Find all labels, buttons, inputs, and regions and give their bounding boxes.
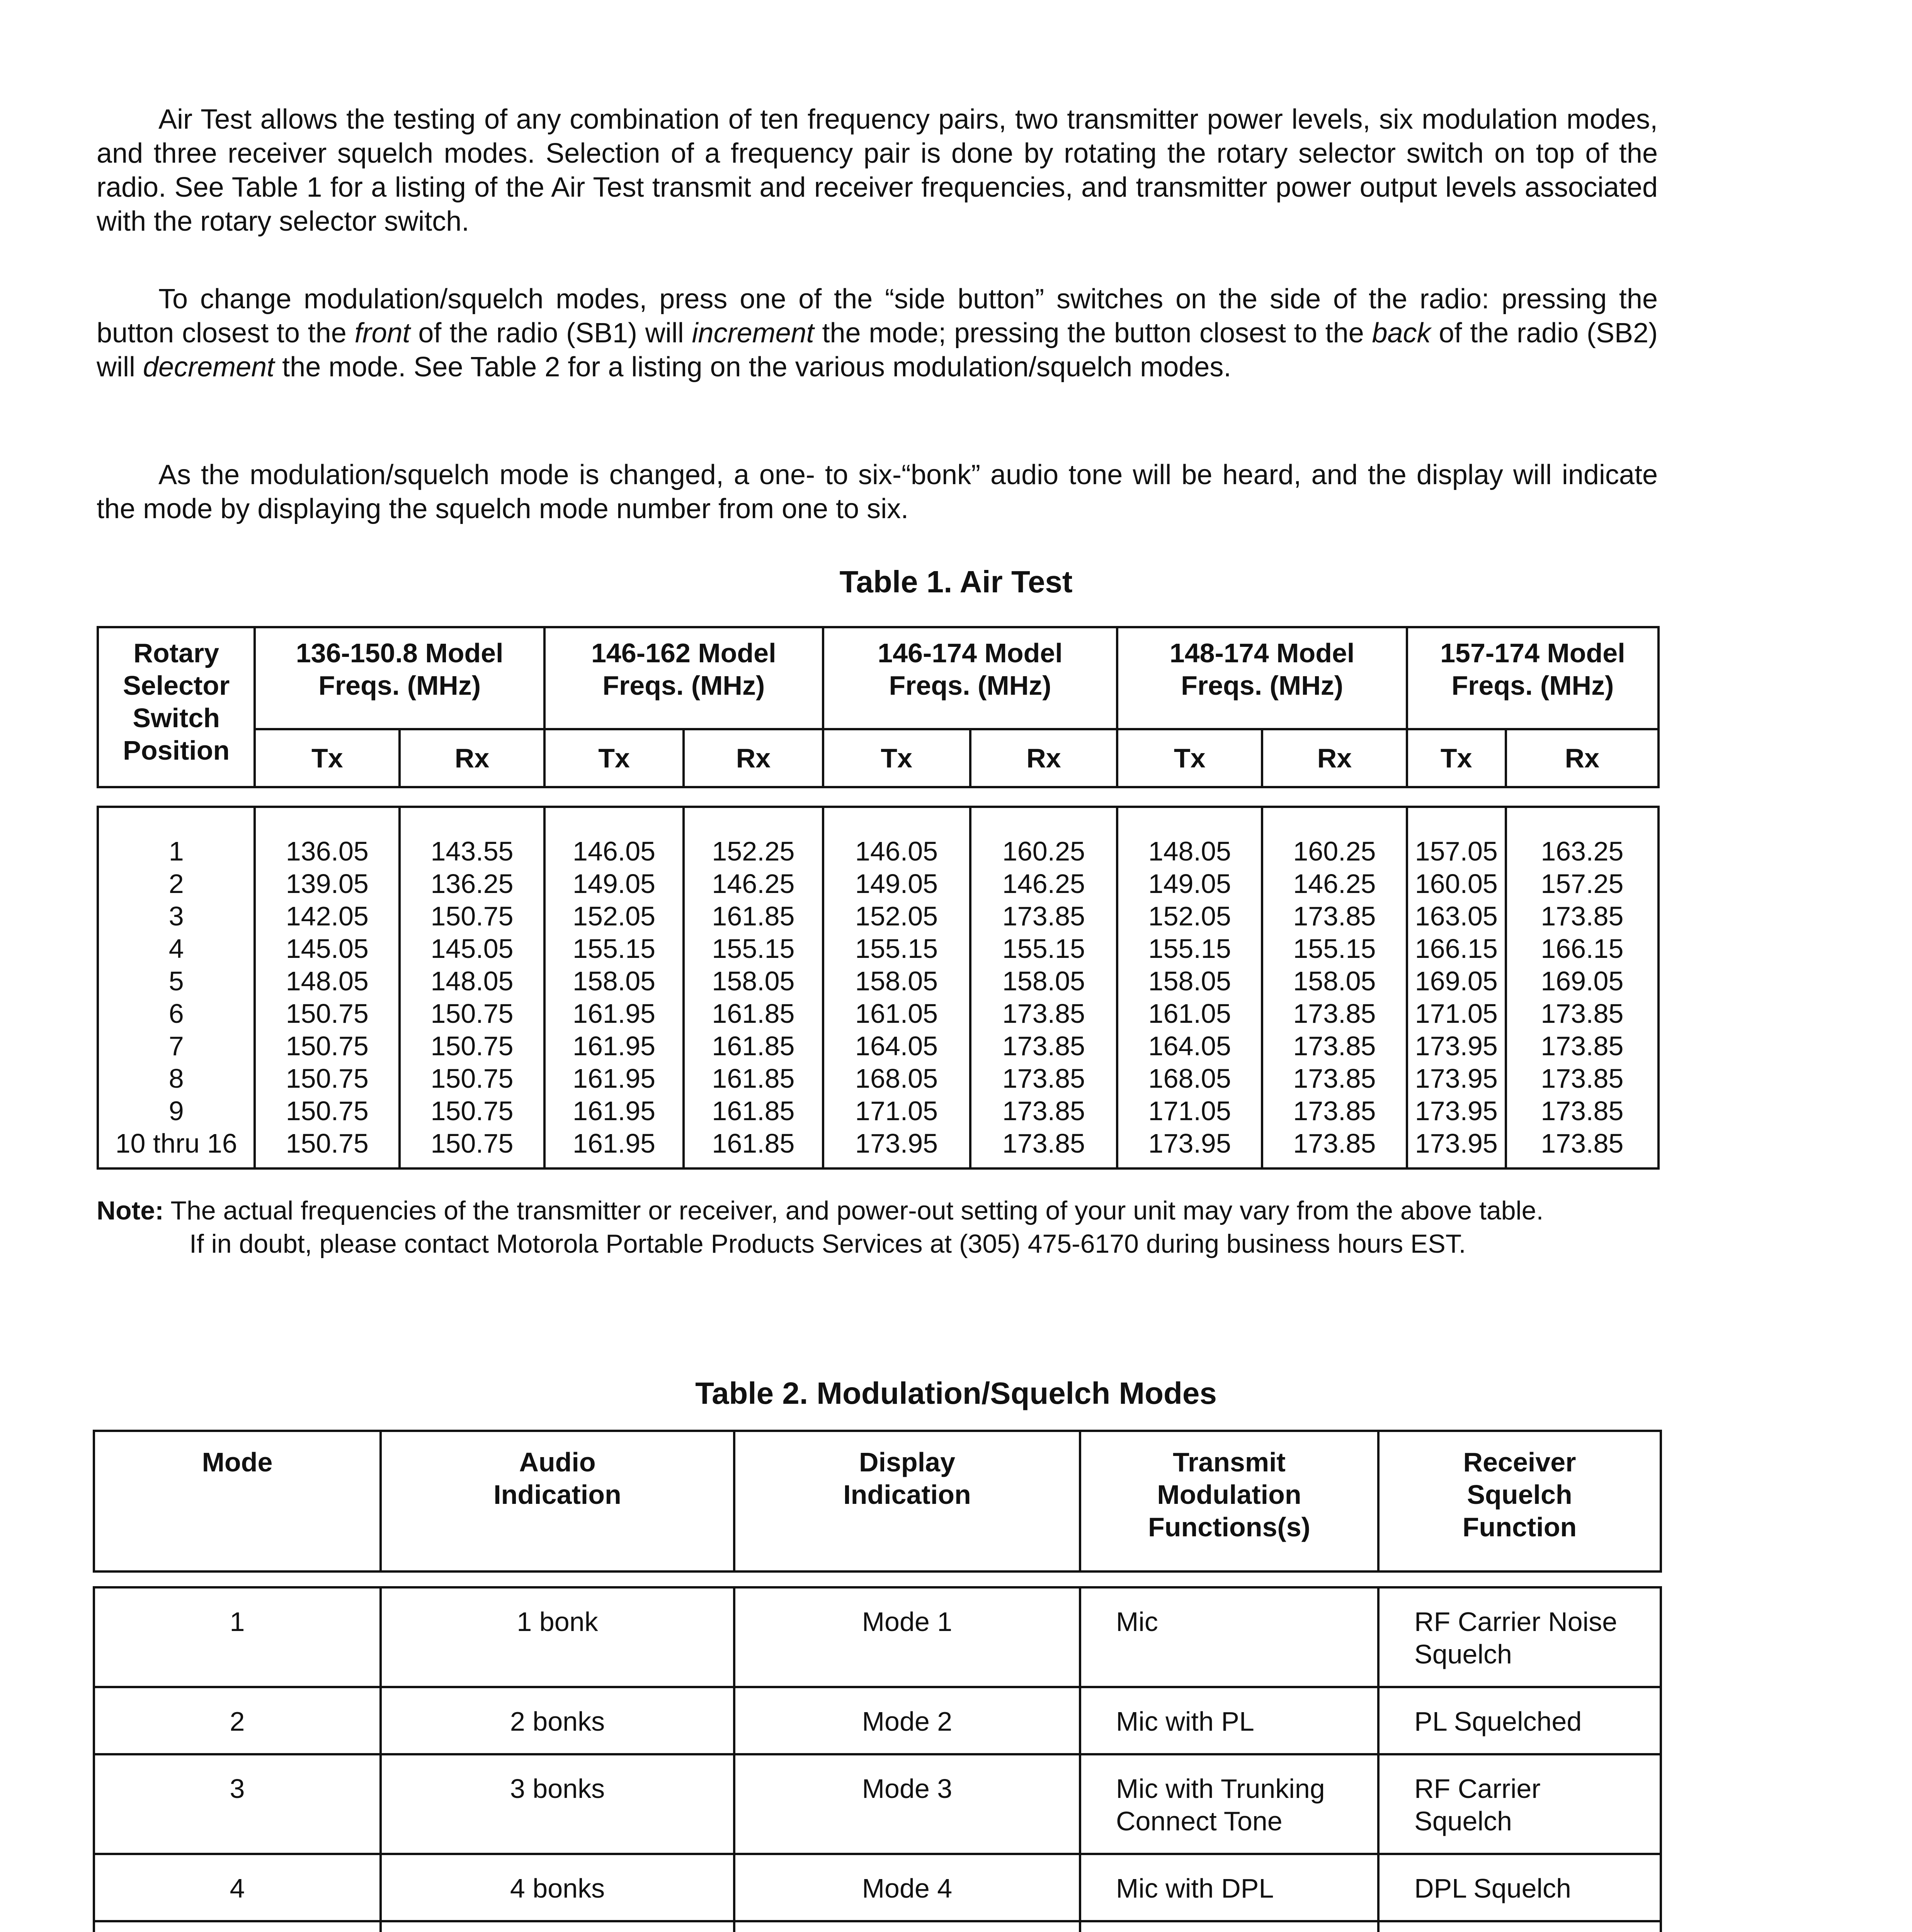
cell-line: Mic with DPL [1116,1873,1274,1903]
rx-frequency-cell: 150.75 [400,1127,544,1168]
cell-line: PL Squelched [1414,1706,1582,1736]
rx-frequency-cell: 161.85 [684,1062,823,1095]
table1-row [98,900,1659,932]
tx-frequency-cell: 145.05 [255,932,400,965]
tx-frequency-cell: 173.95 [1117,1127,1262,1168]
intro-paragraph-3: As the modulation/squelch mode is changed, a one- to six-“bonk” audio tone will be heard, and the display will indicate the mode by displaying the squelch mode number from one to six. [97,459,1658,524]
display-indication-cell [734,1921,1080,1932]
switch-position-cell: 3 [98,900,255,932]
mode-cell [94,1854,381,1921]
table2-row [94,1921,1661,1932]
cell-line: 4 bonks [510,1873,605,1903]
header-line: Functions(s) [1148,1512,1310,1542]
cell-line: Mic with Trunking [1116,1774,1325,1804]
table2-body [93,1586,1662,1932]
switch-position-cell: 7 [98,1030,255,1062]
switch-position-cell: 10 thru 16 [98,1127,255,1168]
switch-position-cell: 4 [98,932,255,965]
rx-frequency-cell: 158.05 [970,965,1118,997]
tx-frequency-cell: 171.05 [1407,997,1506,1030]
tx-frequency-cell: 148.05 [255,965,400,997]
rotary-position-header [98,627,255,787]
receiver-squelch-cell [1378,1687,1661,1754]
tx-frequency-cell: 150.75 [255,1030,400,1062]
receiver-squelch-header [1378,1431,1661,1571]
tx-frequency-cell: 158.05 [1117,965,1262,997]
tx-frequency-cell: 173.95 [823,1127,970,1168]
intro-paragraph-2 [97,282,1658,384]
rx-frequency-cell: 161.85 [684,997,823,1030]
rx-frequency-cell: 163.25 [1506,807,1659,867]
rx-frequency-cell: 160.25 [1262,807,1407,867]
header-line: Position [123,735,230,765]
cell-line: Mode 3 [862,1774,953,1804]
rx-frequency-cell: 173.85 [970,997,1118,1030]
tx-frequency-cell: 150.75 [255,1127,400,1168]
cell-line: RF Carrier Noise [1414,1607,1618,1637]
rx-frequency-cell: 173.85 [1262,900,1407,932]
cell-line: Mic with PL [1116,1706,1254,1736]
table1-row [98,997,1659,1030]
cell-line: Squelch [1414,1639,1512,1669]
header-line: Freqs. (MHz) [1451,670,1614,701]
note-text-2: If in doubt, please contact Motorola Portable Products Services at (305) 475-6170 during business hours EST. [189,1229,1466,1259]
tx-frequency-cell: 166.15 [1407,932,1506,965]
header-line: Rotary [133,638,219,668]
tx-frequency-cell: 161.05 [1117,997,1262,1030]
rx-frequency-cell: 161.85 [684,1127,823,1168]
table1-row [98,807,1659,867]
tx-frequency-cell: 158.05 [544,965,684,997]
rx-frequency-cell: 166.15 [1506,932,1659,965]
cell-line: Connect Tone [1116,1806,1283,1836]
cell-line: Mode 4 [862,1873,953,1903]
rx-frequency-cell: 143.55 [400,807,544,867]
cell-line: 2 [230,1706,245,1736]
tx-frequency-cell: 152.05 [544,900,684,932]
para2-text-3: the mode; pressing the button closest to the [814,318,1372,349]
tx-frequency-cell: 173.95 [1407,1127,1506,1168]
para2-emphasis-increment: increment [692,318,814,349]
header-line: 136-150.8 Model [296,638,504,668]
cell-line: 1 bonk [517,1607,598,1637]
audio-indication-header [381,1431,734,1571]
tx-frequency-cell: 136.05 [255,807,400,867]
rx-header: Rx [684,729,823,787]
note-label: Note: [97,1196,164,1225]
header-line: Squelch [1467,1480,1572,1510]
header-line: Receiver [1463,1447,1576,1477]
para2-emphasis-decrement: decrement [143,352,275,383]
rx-frequency-cell: 173.85 [970,1062,1118,1095]
receiver-squelch-cell [1378,1587,1661,1687]
tx-frequency-cell: 150.75 [255,997,400,1030]
rx-frequency-cell: 173.85 [1262,1127,1407,1168]
tx-frequency-cell: 161.95 [544,1030,684,1062]
table1-row [98,932,1659,965]
rx-frequency-cell: 173.85 [970,900,1118,932]
display-indication-cell [734,1587,1080,1687]
rx-frequency-cell: 161.85 [684,1095,823,1127]
tx-frequency-cell: 149.05 [544,867,684,900]
rx-frequency-cell: 158.05 [1262,965,1407,997]
header-line: Freqs. (MHz) [1181,670,1344,701]
tx-frequency-cell: 155.15 [1117,932,1262,965]
mode-header [94,1431,381,1571]
para2-text-1: To change modulation/squelch modes, press one of the “side button” switches on the side of the radio: pressing the button closest to the [97,284,1658,349]
tx-frequency-cell: 163.05 [1407,900,1506,932]
tx-frequency-cell: 164.05 [823,1030,970,1062]
rx-frequency-cell: 155.15 [684,932,823,965]
para2-emphasis-front: front [354,318,410,349]
para2-text-4: of the radio (SB2) will [97,318,1658,383]
tx-frequency-cell: 161.95 [544,1095,684,1127]
rx-frequency-cell: 169.05 [1506,965,1659,997]
tx-frequency-cell: 168.05 [1117,1062,1262,1095]
tx-frequency-cell: 168.05 [823,1062,970,1095]
tx-frequency-cell: 149.05 [1117,867,1262,900]
header-line: Indication [843,1480,971,1510]
header-line: 157-174 Model [1440,638,1625,668]
table2-row [94,1587,1661,1687]
tx-frequency-cell: 173.95 [1407,1095,1506,1127]
rx-frequency-cell: 173.85 [1506,900,1659,932]
audio-indication-cell [381,1754,734,1854]
cell-line: Mode 1 [862,1607,953,1637]
switch-position-cell: 1 [98,807,255,867]
cell-line: Squelch [1414,1806,1512,1836]
display-indication-cell [734,1754,1080,1854]
tx-frequency-cell: 149.05 [823,867,970,900]
audio-indication-cell [381,1587,734,1687]
rx-frequency-cell: 152.25 [684,807,823,867]
rx-frequency-cell: 155.15 [1262,932,1407,965]
rx-frequency-cell: 146.25 [1262,867,1407,900]
note-text-1: The actual frequencies of the transmitter or receiver, and power-out setting of your unit may vary from the above table. [163,1196,1544,1225]
tx-frequency-cell: 152.05 [1117,900,1262,932]
table1-note [97,1194,1681,1260]
tx-header: Tx [255,729,400,787]
table1-row [98,1127,1659,1168]
rx-frequency-cell: 173.85 [1506,1062,1659,1095]
transmit-modulation-cell [1080,1687,1378,1754]
tx-header: Tx [1117,729,1262,787]
display-indication-cell [734,1854,1080,1921]
mode-cell [94,1754,381,1854]
group-header-146-162 [544,627,823,729]
cell-line: RF Carrier [1414,1774,1541,1804]
rx-frequency-cell: 150.75 [400,997,544,1030]
display-indication-cell [734,1687,1080,1754]
table2-header [93,1430,1662,1573]
tx-frequency-cell: 146.05 [544,807,684,867]
para2-emphasis-back: back [1372,318,1431,349]
rx-frequency-cell: 136.25 [400,867,544,900]
table2-row [94,1854,1661,1921]
audio-indication-cell [381,1687,734,1754]
header-line: 146-162 Model [591,638,776,668]
cell-line: DPL Squelch [1414,1873,1571,1903]
header-line: 146-174 Model [878,638,1063,668]
switch-position-cell: 6 [98,997,255,1030]
rx-frequency-cell: 146.25 [970,867,1118,900]
cell-line: Mode 2 [862,1706,953,1736]
rx-frequency-cell: 173.85 [1506,1095,1659,1127]
tx-frequency-cell: 148.05 [1117,807,1262,867]
header-line: Freqs. (MHz) [318,670,481,701]
rx-frequency-cell: 173.85 [1506,1030,1659,1062]
header-line: Freqs. (MHz) [602,670,765,701]
rx-frequency-cell: 161.85 [684,900,823,932]
header-line: Mode [202,1447,273,1477]
table1-body [97,806,1660,1170]
transmit-modulation-cell [1080,1587,1378,1687]
mode-cell [94,1587,381,1687]
rx-frequency-cell: 173.85 [970,1127,1118,1168]
header-line: Display [859,1447,955,1477]
rx-frequency-cell: 173.85 [1262,1095,1407,1127]
tx-header: Tx [823,729,970,787]
rx-frequency-cell: 150.75 [400,1062,544,1095]
cell-line: 3 bonks [510,1774,605,1804]
group-header-136-150 [255,627,544,729]
rx-frequency-cell: 157.25 [1506,867,1659,900]
rx-frequency-cell: 150.75 [400,1095,544,1127]
tx-header: Tx [544,729,684,787]
rx-frequency-cell: 173.85 [1262,997,1407,1030]
audio-indication-cell [381,1854,734,1921]
transmit-modulation-cell [1080,1854,1378,1921]
transmit-modulation-cell [1080,1921,1378,1932]
table1-title: Table 1. Air Test [839,565,1073,599]
transmit-modulation-header [1080,1431,1378,1571]
table2-row [94,1687,1661,1754]
tx-frequency-cell: 171.05 [823,1095,970,1127]
tx-header: Tx [1407,729,1506,787]
tx-frequency-cell: 173.95 [1407,1062,1506,1095]
rx-frequency-cell: 150.75 [400,1030,544,1062]
audio-indication-cell [381,1921,734,1932]
para2-text-5: the mode. See Table 2 for a listing on the various modulation/squelch modes. [274,352,1232,383]
rx-header: Rx [970,729,1118,787]
header-line: 148-174 Model [1169,638,1355,668]
header-line: Audio [519,1447,596,1477]
tx-frequency-cell: 155.15 [544,932,684,965]
header-line: Indication [493,1480,621,1510]
display-indication-header [734,1431,1080,1571]
rx-frequency-cell: 145.05 [400,932,544,965]
tx-frequency-cell: 164.05 [1117,1030,1262,1062]
group-header-157-174 [1407,627,1659,729]
rx-frequency-cell: 155.15 [970,932,1118,965]
rx-header: Rx [1506,729,1659,787]
switch-position-cell: 5 [98,965,255,997]
rx-frequency-cell: 173.85 [970,1030,1118,1062]
header-line: Modulation [1157,1480,1301,1510]
tx-frequency-cell: 161.95 [544,997,684,1030]
table1-header [97,626,1660,788]
header-line: Freqs. (MHz) [889,670,1051,701]
table1-row [98,1062,1659,1095]
group-header-148-174 [1117,627,1407,729]
table1-row [98,965,1659,997]
tx-frequency-cell: 142.05 [255,900,400,932]
tx-frequency-cell: 150.75 [255,1095,400,1127]
rx-header: Rx [1262,729,1407,787]
cell-line: 3 [230,1774,245,1804]
tx-frequency-cell: 171.05 [1117,1095,1262,1127]
receiver-squelch-cell [1378,1854,1661,1921]
group-header-146-174 [823,627,1118,729]
switch-position-cell: 2 [98,867,255,900]
tx-frequency-cell: 161.95 [544,1127,684,1168]
table2-row [94,1754,1661,1854]
table1-row [98,1030,1659,1062]
para2-text-2: of the radio (SB1) will [410,318,692,349]
table1-row [98,867,1659,900]
transmit-modulation-cell [1080,1754,1378,1854]
rx-frequency-cell: 161.85 [684,1030,823,1062]
mode-cell [94,1687,381,1754]
rx-frequency-cell: 173.85 [1262,1062,1407,1095]
cell-line: Mic [1116,1607,1158,1637]
table2-title: Table 2. Modulation/Squelch Modes [695,1376,1217,1410]
header-line: Switch [133,703,220,733]
tx-frequency-cell: 146.05 [823,807,970,867]
mode-cell [94,1921,381,1932]
tx-frequency-cell: 157.05 [1407,807,1506,867]
cell-line: 4 [230,1873,245,1903]
tx-frequency-cell: 173.95 [1407,1030,1506,1062]
tx-frequency-cell: 158.05 [823,965,970,997]
tx-frequency-cell: 160.05 [1407,867,1506,900]
receiver-squelch-cell [1378,1754,1661,1854]
receiver-squelch-cell [1378,1921,1661,1932]
rx-frequency-cell: 158.05 [684,965,823,997]
rx-frequency-cell: 173.85 [1506,1127,1659,1168]
header-line: Selector [123,670,230,701]
tx-frequency-cell: 161.05 [823,997,970,1030]
tx-frequency-cell: 169.05 [1407,965,1506,997]
rx-frequency-cell: 173.85 [1506,997,1659,1030]
tx-frequency-cell: 155.15 [823,932,970,965]
table1-row [98,1095,1659,1127]
tx-frequency-cell: 150.75 [255,1062,400,1095]
cell-line: 2 bonks [510,1706,605,1736]
switch-position-cell: 9 [98,1095,255,1127]
rx-frequency-cell: 160.25 [970,807,1118,867]
intro-paragraph-1: Air Test allows the testing of any combination of ten frequency pairs, two transmitter power levels, six modulation modes, and three receiver squelch modes. Selection of a frequency pair is done by rotating the rotary selector switch on top of the radio. See Table 1 for a listing of the Air Test transmit and receiver frequencies, and transmitter power output levels associated with the rotary selector switch. [97,104,1658,237]
header-line: Transmit [1173,1447,1286,1477]
rx-frequency-cell: 148.05 [400,965,544,997]
tx-frequency-cell: 139.05 [255,867,400,900]
rx-frequency-cell: 150.75 [400,900,544,932]
switch-position-cell: 8 [98,1062,255,1095]
tx-frequency-cell: 161.95 [544,1062,684,1095]
rx-frequency-cell: 146.25 [684,867,823,900]
rx-frequency-cell: 173.85 [1262,1030,1407,1062]
cell-line: 1 [230,1607,245,1637]
rx-frequency-cell: 173.85 [970,1095,1118,1127]
header-line: Function [1462,1512,1577,1542]
tx-frequency-cell: 152.05 [823,900,970,932]
rx-header: Rx [400,729,544,787]
